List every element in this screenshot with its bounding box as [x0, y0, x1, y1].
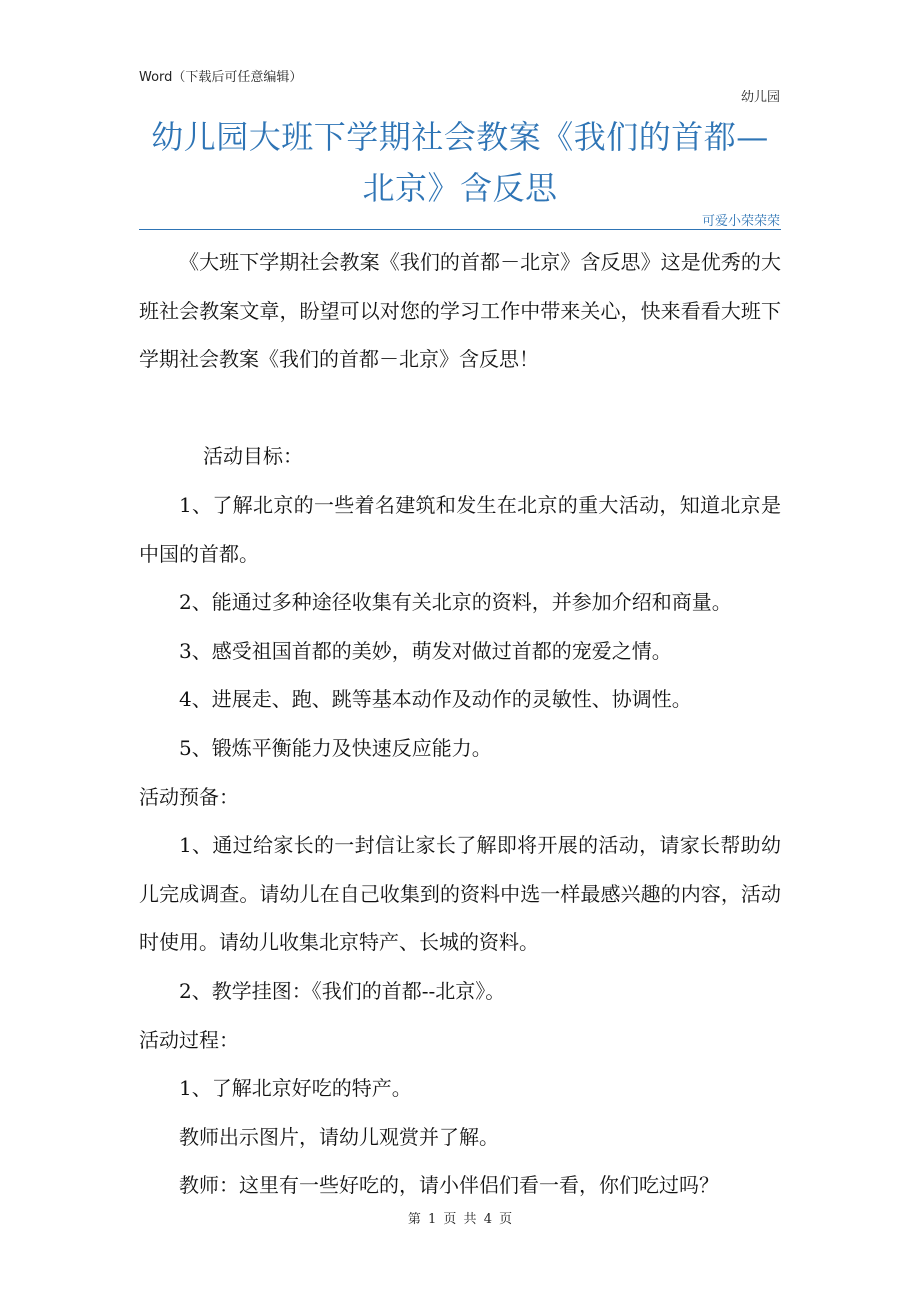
document-author: 可爱小荣荣荣 [701, 214, 780, 229]
document-body [139, 238, 781, 1210]
goal-item: 3、感受祖国首都的美妙，萌发对做过首都的宠爱之情。 [179, 638, 672, 663]
title-divider [139, 229, 781, 230]
intro-paragraph: 《大班下学期社会教案《我们的首都－北京》含反思》这是优秀的大班社会教案文章，盼望可以对您的学习工作中带来关心，快来看看大班下学期社会教案《我们的首都－北京》含反思！ [139, 250, 781, 372]
document-title: 幼儿园大班下学期社会教案《我们的首都—北京》含反思 [151, 118, 769, 207]
goal-item: 4、进展走、跑、跳等基本动作及动作的灵敏性、协调性。 [179, 687, 692, 712]
prep-item: 1、通过给家长的一封信让家长了解即将开展的活动，请家长帮助幼儿完成调查。请幼儿在自己收集到的资料中选一样最感兴趣的内容，活动时使用。请幼儿收集北京特产、长城的资料。 [139, 833, 781, 955]
goal-item: 5、锻炼平衡能力及快速反应能力。 [179, 735, 492, 760]
process-item: 教师出示图片，请幼儿观赏并了解。 [179, 1124, 499, 1149]
goals-heading: 活动目标： [203, 444, 303, 469]
prep-heading: 活动预备： [139, 784, 239, 809]
process-item: 1、了解北京好吃的特产。 [179, 1076, 412, 1101]
header-note: Word（下载后可任意编辑） [139, 70, 303, 85]
header-category: 幼儿园 [740, 90, 780, 105]
goal-item: 2、能通过多种途径收集有关北京的资料，并参加介绍和商量。 [179, 590, 732, 615]
goal-item: 1、了解北京的一些着名建筑和发生在北京的重大活动，知道北京是中国的首都。 [139, 492, 781, 566]
prep-item: 2、教学挂图：《我们的首都--北京》。 [179, 978, 506, 1003]
paragraph-spacer [139, 384, 781, 433]
process-item: 教师：这里有一些好吃的，请小伴侣们看一看，你们吃过吗？ [179, 1173, 719, 1198]
page-number: 第 1 页 共 4 页 [407, 1212, 513, 1227]
process-heading: 活动过程： [139, 1027, 239, 1052]
